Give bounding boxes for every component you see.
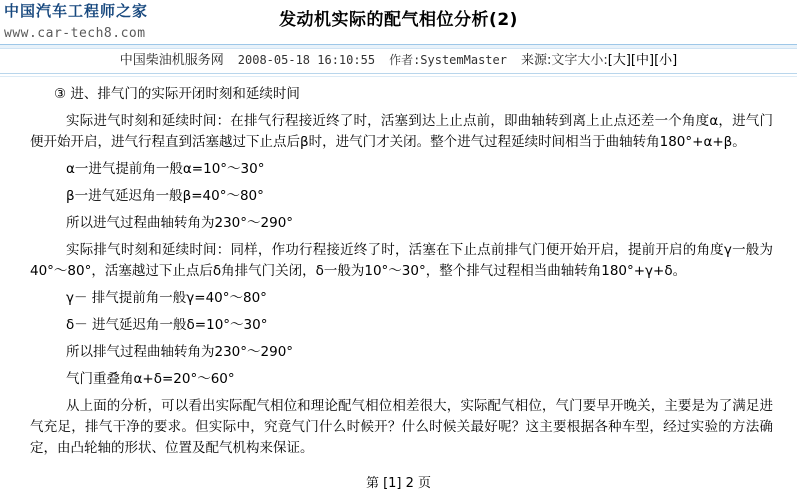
- article-meta: [0, 48, 797, 72]
- page-header: [0, 0, 797, 44]
- article-paragraph: 实际进气时刻和延续时间：在排气行程接近终了时，活塞到达上止点前，即曲轴转到离上止点还差一个角度α，进气门便开始开启，进气行程直到活塞越过下止点后β时，进气门才关闭。整个进气过程延续时间相当于曲轴转角180°+α+β。: [30, 113, 773, 150]
- article-paragraph: 实际排气时刻和延续时间：同样，作功行程接近终了时，活塞在下止点前排气门便开始开启，提前开启的角度γ一般为40°～80°，活塞越过下止点后δ角排气门关闭，δ一般为10°～30°，整个排气过程相当曲轴转角180°+γ+δ。: [30, 242, 773, 279]
- pagination: [0, 472, 797, 491]
- pagination-current-page[interactable]: [1]: [383, 476, 402, 491]
- article-paragraph: δ－ 进气延迟角一般δ=10°～30°: [66, 317, 268, 333]
- meta-divider: [0, 73, 797, 74]
- site-logo-name: 中国汽车工程师之家: [4, 2, 149, 20]
- article-paragraph: 所以进气过程曲轴转角为230°～290°: [66, 215, 294, 231]
- article-paragraph: γ－ 排气提前角一般γ=40°～80°: [66, 290, 267, 306]
- fontsize-small-button[interactable]: [小]: [654, 53, 678, 68]
- meta-datetime: 2008-05-18 16:10:55: [237, 53, 376, 67]
- meta-site: 中国柴油机服务网: [119, 53, 224, 68]
- article-paragraph: 所以排气过程曲轴转角为230°～290°: [66, 344, 294, 360]
- fontsize-large-button[interactable]: [大]: [607, 53, 631, 68]
- article-paragraph: ③ 进、排气门的实际开闭时刻和延续时间: [54, 86, 300, 102]
- article-paragraph: 从上面的分析，可以看出实际配气相位和理论配气相位相差很大，实际配气相位，气门要早开晚关，主要是为了满足进气充足，排气干净的要求。但实际中，究竟气门什么时候开？什么时候关最好呢？这主要根据各种车型，经过实验的方法确定，由凸轮轴的形状、位置及配气机构来保证。: [30, 398, 773, 456]
- page-title: 发动机实际的配气相位分析(2): [279, 10, 518, 30]
- pagination-suffix: 2 页: [405, 476, 432, 491]
- fontsize-label: 文字大小:: [551, 53, 608, 68]
- fontsize-medium-button[interactable]: [中]: [630, 53, 655, 68]
- site-logo-url: www.car-tech8.com: [4, 25, 146, 41]
- meta-divider-secondary: [0, 76, 797, 77]
- article-body: [0, 84, 797, 465]
- article-paragraph: 气门重叠角α+δ=20°～60°: [66, 371, 235, 387]
- meta-source: 来源:: [520, 53, 552, 68]
- pagination-prefix: 第: [365, 476, 379, 491]
- meta-author: 作者:SystemMaster: [389, 53, 507, 67]
- article-paragraph: β一进气延迟角一般β=40°～80°: [66, 188, 264, 204]
- article-paragraph: α一进气提前角一般α=10°～30°: [66, 161, 265, 177]
